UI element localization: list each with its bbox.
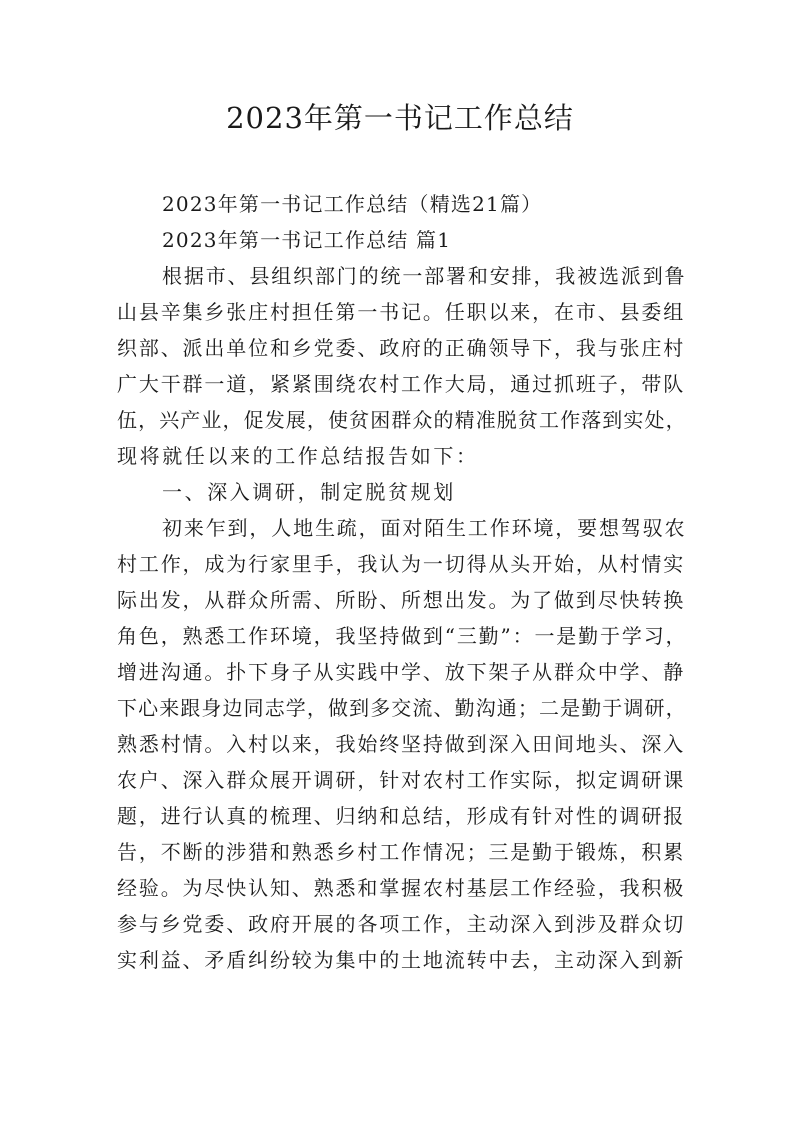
text-line: 村工作，成为行家里手，我认为一切得从头开始，从村情实	[117, 552, 686, 576]
text-line: 2023年第一书记工作总结（精选21篇）	[162, 192, 543, 216]
text-line: 题，进行认真的梳理、归纳和总结，形成有针对性的调研报	[117, 804, 686, 828]
text-line: 农户、深入群众展开调研，针对农村工作实际，拟定调研课	[117, 768, 686, 792]
text-line: 伍，兴产业，促发展，使贫困群众的精准脱贫工作落到实处，	[117, 408, 687, 432]
text-line: 告，不断的涉猎和熟悉乡村工作情况；三是勤于锻炼，积累	[117, 840, 686, 864]
text-line: 初来乍到，人地生疏，面对陌生工作环境，要想驾驭农	[162, 516, 687, 540]
document-body	[117, 186, 687, 978]
text-line: 实利益、矛盾纠纷较为集中的土地流转中去，主动深入到新	[117, 948, 686, 972]
text-line: 现将就任以来的工作总结报告如下：	[117, 444, 479, 468]
text-line: 织部、派出单位和乡党委、政府的正确领导下，我与张庄村	[117, 336, 686, 360]
text-line: 增进沟通。扑下身子从实践中学、放下架子从群众中学、静	[117, 660, 686, 684]
text-line: 山县辛集乡张庄村担任第一书记。任职以来，在市、县委组	[117, 300, 686, 324]
document-title: 2023年第一书记工作总结	[226, 101, 574, 135]
text-line: 经验。为尽快认知、熟悉和掌握农村基层工作经验，我积极	[117, 876, 686, 900]
text-line: 际出发，从群众所需、所盼、所想出发。为了做到尽快转换	[117, 588, 686, 612]
text-line: 参与乡党委、政府开展的各项工作，主动深入到涉及群众切	[117, 912, 686, 936]
text-line: 角色，熟悉工作环境，我坚持做到“三勤”：一是勤于学习，	[117, 624, 688, 648]
section-heading: 一、深入调研，制定脱贫规划	[162, 480, 456, 504]
text-line: 2023年第一书记工作总结 篇1	[162, 228, 452, 252]
text-line: 根据市、县组织部门的统一部署和安排，我被选派到鲁	[162, 264, 687, 288]
text-line: 下心来跟身边同志学，做到多交流、勤沟通；二是勤于调研，	[117, 696, 687, 720]
text-line: 广大干群一道，紧紧围绕农村工作大局，通过抓班子，带队	[117, 372, 686, 396]
text-line: 熟悉村情。入村以来，我始终坚持做到深入田间地头、深入	[117, 732, 686, 756]
